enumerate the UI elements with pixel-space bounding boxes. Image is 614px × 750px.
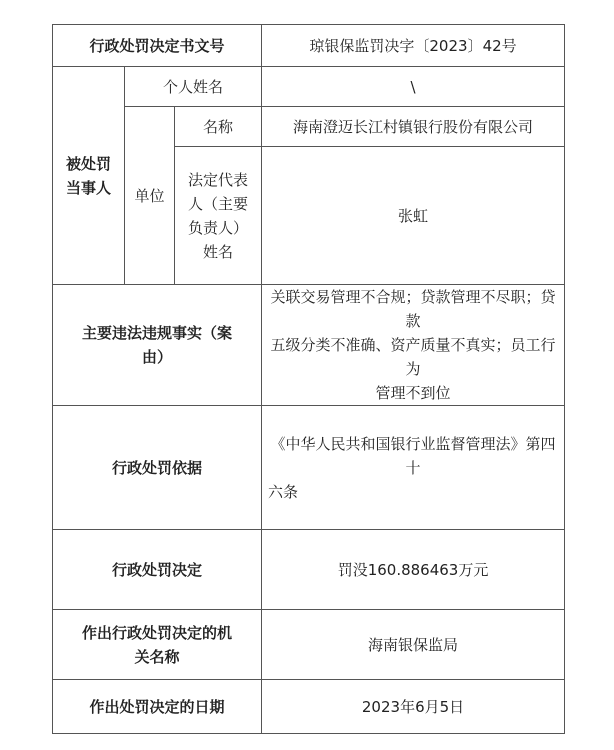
legal-rep-label-line2: 人（主要 bbox=[188, 194, 249, 213]
doc-number-row bbox=[53, 25, 565, 67]
legal-rep-label-line4: 姓名 bbox=[203, 242, 234, 261]
date-label: 作出处罚决定的日期 bbox=[53, 680, 262, 734]
unit-name-row bbox=[53, 107, 565, 147]
date-value: 2023年6月5日 bbox=[262, 680, 565, 734]
facts-label bbox=[53, 285, 262, 406]
authority-label bbox=[53, 610, 262, 680]
facts-value-line3: 管理不到位 bbox=[375, 384, 451, 402]
decision-label: 行政处罚决定 bbox=[53, 530, 262, 610]
legal-rep-label-line3: 负责人） bbox=[188, 218, 249, 237]
individual-name-value: \ bbox=[262, 67, 565, 107]
party-label bbox=[53, 67, 125, 285]
legal-rep-label-line1: 法定代表 bbox=[188, 170, 249, 189]
basis-row bbox=[53, 406, 565, 530]
legal-rep-label bbox=[175, 147, 262, 285]
unit-name-value: 海南澄迈长江村镇银行股份有限公司 bbox=[262, 107, 565, 147]
decision-row bbox=[53, 530, 565, 610]
basis-value-line1: 《中华人民共和国银行业监督管理法》第四十 bbox=[270, 434, 556, 477]
basis-label: 行政处罚依据 bbox=[53, 406, 262, 530]
party-label-line2: 当事人 bbox=[65, 178, 111, 197]
authority-label-line2: 关名称 bbox=[134, 647, 180, 666]
facts-label-line2: 由） bbox=[142, 348, 173, 366]
legal-rep-value: 张虹 bbox=[262, 147, 565, 285]
authority-value: 海南银保监局 bbox=[262, 610, 565, 680]
doc-number-value: 琼银保监罚决字〔2023〕42号 bbox=[262, 25, 565, 67]
basis-value bbox=[262, 406, 565, 530]
facts-label-line1: 主要违法违规事实（案 bbox=[82, 324, 233, 342]
facts-value-line1: 关联交易管理不合规；贷款管理不尽职；贷款 bbox=[270, 288, 556, 330]
authority-label-line1: 作出行政处罚决定的机 bbox=[82, 623, 233, 642]
authority-row bbox=[53, 610, 565, 680]
basis-value-line2: 六条 bbox=[268, 482, 299, 501]
individual-name-label: 个人姓名 bbox=[125, 67, 262, 107]
date-row bbox=[53, 680, 565, 734]
party-label-line1: 被处罚 bbox=[65, 154, 111, 173]
unit-name-label: 名称 bbox=[175, 107, 262, 147]
facts-row bbox=[53, 285, 565, 406]
penalty-decision-table bbox=[52, 24, 565, 734]
individual-name-row bbox=[53, 67, 565, 107]
unit-label: 单位 bbox=[125, 107, 175, 285]
facts-value-line2: 五级分类不准确、资产质量不真实；员工行为 bbox=[270, 336, 556, 378]
decision-value: 罚没160.886463万元 bbox=[262, 530, 565, 610]
doc-number-label: 行政处罚决定书文号 bbox=[53, 25, 262, 67]
facts-value bbox=[262, 285, 565, 406]
